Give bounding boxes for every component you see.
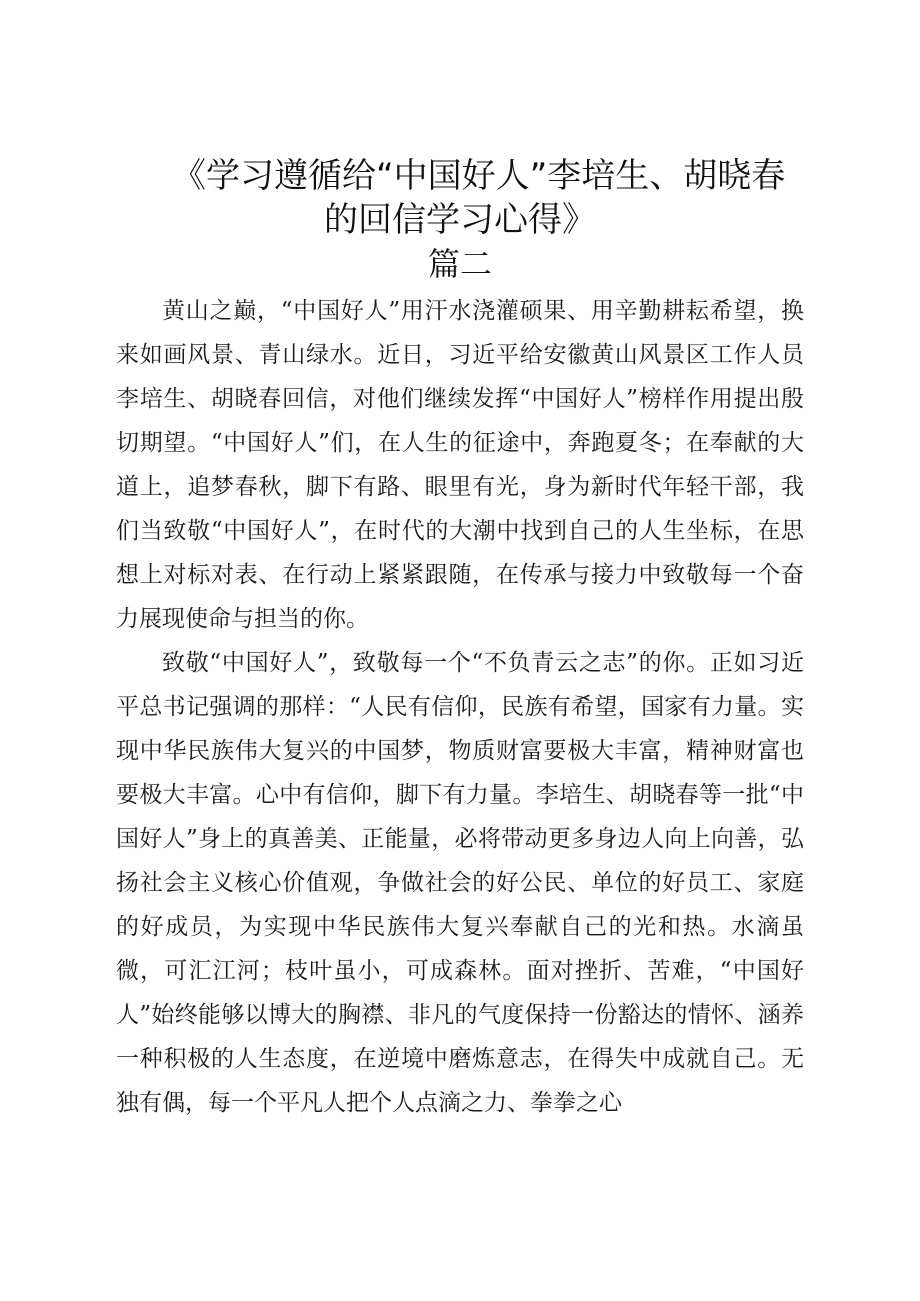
paragraph-2: 致敬“中国好人”，致敬每一个“不负青云之志”的你。正如习近平总书记强调的那样：“人民有信仰，民族有希望，国家有力量。实现中华民族伟大复兴的中国梦，物质财富要极大丰富，精神财富也要极大丰富。心中有信仰，脚下有力量。李培生、胡晓春等一批“中国好人”身上的真善美、正能量，必将带动更多身边人向上向善，弘扬社会主义核心价值观，争做社会的好公民、单位的好员工、家庭的好成员，为实现中华民族伟大复兴奉献自己的光和热。水滴虽微，可汇江河；枝叶虽小，可成森林。面对挫折、苦难，“中国好人”始终能够以博大的胸襟、非凡的气度保持一份豁达的情怀、涵养一种积极的人生态度，在逆境中磨炼意志，在得失中成就自己。无独有偶，每一个平凡人把个人点滴之力、拳拳之心 [116, 650, 804, 1116]
paragraph-1: 黄山之巅，“中国好人”用汗水浇灌硕果、用辛勤耕耘希望，换来如画风景、青山绿水。近日，习近平给安徽黄山风景区工作人员李培生、胡晓春回信，对他们继续发挥“中国好人”榜样作用提出殷切期望。“中国好人”们，在人生的征途中，奔跑夏冬；在奉献的大道上，追梦春秋，脚下有路、眼里有光，身为新时代年轻干部，我们当致敬“中国好人”，在时代的大潮中找到自己的人生坐标，在思想上对标对表、在行动上紧紧跟随，在传承与接力中致敬每一个奋力展现使命与担当的你。 [116, 298, 804, 632]
document-title-line-1: 《学习遵循给“中国好人”李培生、胡晓春 [172, 156, 786, 196]
document-title-line-2: 的回信学习心得》 [324, 200, 596, 240]
document-subtitle: 篇二 [427, 245, 492, 283]
document-body [116, 289, 804, 1125]
